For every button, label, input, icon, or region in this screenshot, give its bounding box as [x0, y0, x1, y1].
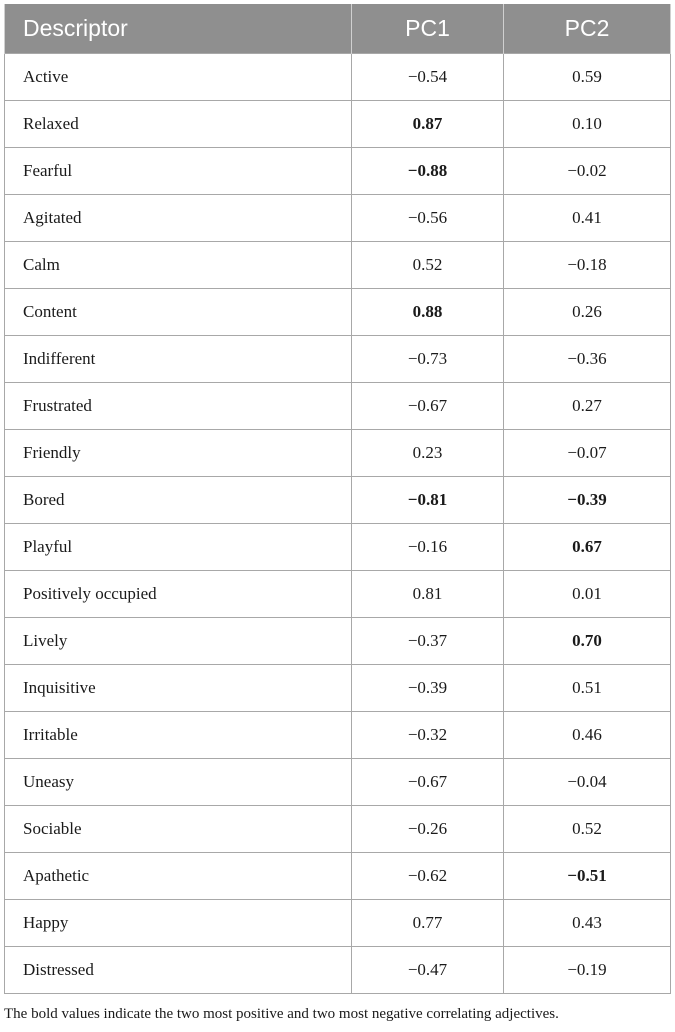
descriptor-cell: Inquisitive	[5, 665, 352, 712]
descriptor-cell: Sociable	[5, 806, 352, 853]
table-row	[5, 665, 671, 712]
descriptor-cell: Indifferent	[5, 336, 352, 383]
pc1-cell: 0.81	[352, 571, 504, 618]
pc1-cell: −0.67	[352, 383, 504, 430]
descriptor-cell: Positively occupied	[5, 571, 352, 618]
descriptor-cell: Distressed	[5, 947, 352, 994]
descriptor-cell: Bored	[5, 477, 352, 524]
pc1-cell: −0.32	[352, 712, 504, 759]
table-row	[5, 101, 671, 148]
loadings-table	[4, 4, 671, 994]
descriptor-cell: Fearful	[5, 148, 352, 195]
pc1-cell: −0.26	[352, 806, 504, 853]
table-row	[5, 383, 671, 430]
table-row	[5, 477, 671, 524]
table-row	[5, 947, 671, 994]
descriptor-cell: Frustrated	[5, 383, 352, 430]
table-row	[5, 289, 671, 336]
pc1-cell: 0.88	[352, 289, 504, 336]
pc2-cell: −0.36	[504, 336, 671, 383]
pc2-cell: 0.26	[504, 289, 671, 336]
table-row	[5, 54, 671, 101]
table-row	[5, 900, 671, 947]
pc2-cell: −0.02	[504, 148, 671, 195]
pc1-cell: −0.54	[352, 54, 504, 101]
descriptor-cell: Friendly	[5, 430, 352, 477]
loadings-table-container	[4, 4, 670, 994]
table-footnote: The bold values indicate the two most positive and two most negative correlating adjectives.	[4, 1006, 559, 1022]
descriptor-cell: Apathetic	[5, 853, 352, 900]
table-row	[5, 242, 671, 289]
descriptor-cell: Lively	[5, 618, 352, 665]
table-row	[5, 148, 671, 195]
header-pc1: PC1	[352, 4, 504, 54]
pc2-cell: 0.67	[504, 524, 671, 571]
pc2-cell: 0.51	[504, 665, 671, 712]
pc1-cell: −0.62	[352, 853, 504, 900]
table-row	[5, 618, 671, 665]
pc1-cell: −0.39	[352, 665, 504, 712]
descriptor-cell: Playful	[5, 524, 352, 571]
table-row	[5, 195, 671, 242]
table-row	[5, 336, 671, 383]
pc1-cell: −0.47	[352, 947, 504, 994]
table-header-row	[5, 4, 671, 54]
pc2-cell: 0.27	[504, 383, 671, 430]
pc1-cell: −0.81	[352, 477, 504, 524]
pc1-cell: −0.37	[352, 618, 504, 665]
descriptor-cell: Uneasy	[5, 759, 352, 806]
pc2-cell: 0.01	[504, 571, 671, 618]
descriptor-cell: Active	[5, 54, 352, 101]
pc2-cell: 0.43	[504, 900, 671, 947]
pc2-cell: 0.52	[504, 806, 671, 853]
pc1-cell: 0.23	[352, 430, 504, 477]
header-pc2: PC2	[504, 4, 671, 54]
pc1-cell: 0.52	[352, 242, 504, 289]
pc2-cell: 0.59	[504, 54, 671, 101]
pc2-cell: −0.19	[504, 947, 671, 994]
pc1-cell: −0.56	[352, 195, 504, 242]
pc2-cell: −0.07	[504, 430, 671, 477]
table-row	[5, 806, 671, 853]
table-row	[5, 524, 671, 571]
pc2-cell: −0.51	[504, 853, 671, 900]
descriptor-cell: Calm	[5, 242, 352, 289]
descriptor-cell: Happy	[5, 900, 352, 947]
pc2-cell: 0.46	[504, 712, 671, 759]
pc2-cell: −0.18	[504, 242, 671, 289]
table-row	[5, 853, 671, 900]
table-body	[5, 54, 671, 994]
table-row	[5, 571, 671, 618]
pc2-cell: 0.41	[504, 195, 671, 242]
header-descriptor: Descriptor	[5, 4, 352, 54]
table-row	[5, 430, 671, 477]
pc1-cell: 0.77	[352, 900, 504, 947]
pc2-cell: 0.10	[504, 101, 671, 148]
table-row	[5, 712, 671, 759]
descriptor-cell: Relaxed	[5, 101, 352, 148]
descriptor-cell: Content	[5, 289, 352, 336]
descriptor-cell: Agitated	[5, 195, 352, 242]
pc1-cell: 0.87	[352, 101, 504, 148]
pc2-cell: 0.70	[504, 618, 671, 665]
pc1-cell: −0.73	[352, 336, 504, 383]
table-row	[5, 759, 671, 806]
pc2-cell: −0.39	[504, 477, 671, 524]
pc1-cell: −0.88	[352, 148, 504, 195]
pc2-cell: −0.04	[504, 759, 671, 806]
pc1-cell: −0.16	[352, 524, 504, 571]
pc1-cell: −0.67	[352, 759, 504, 806]
descriptor-cell: Irritable	[5, 712, 352, 759]
